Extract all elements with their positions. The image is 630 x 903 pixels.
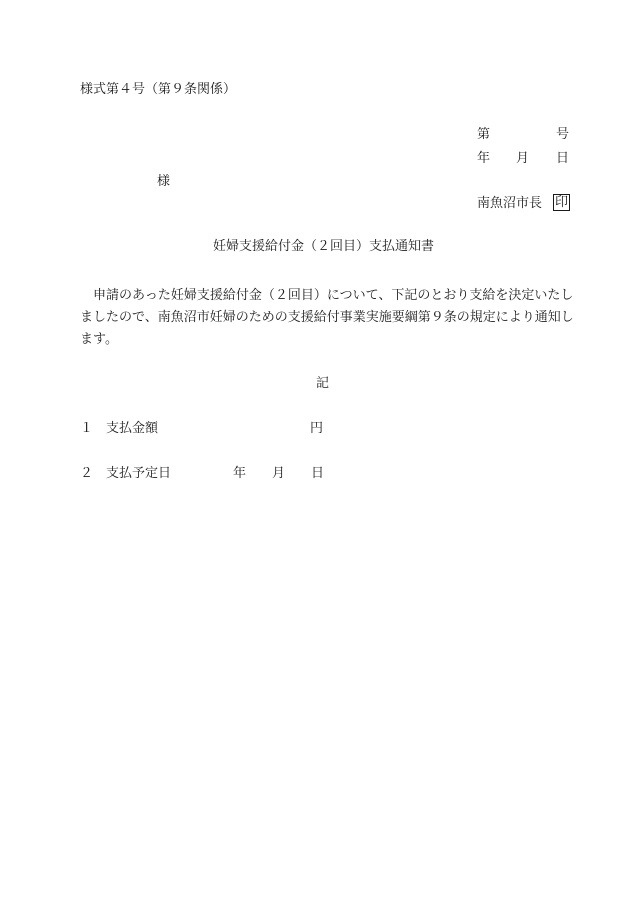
item-2-label: 支払予定日	[106, 466, 172, 481]
body-line-2: ましたので、南魚沼市妊婦のための支援給付事業実施要綱第９条の規定により通知し	[80, 310, 574, 325]
item-1-number: １	[80, 421, 94, 436]
issuer-seal-box	[553, 194, 570, 211]
document-number-prefix: 第	[477, 127, 491, 142]
item-2-month: 月	[272, 466, 286, 481]
item-2-number: ２	[80, 466, 94, 481]
ki-heading: 記	[316, 376, 330, 391]
issuer-name: 南魚沼市長	[477, 196, 543, 211]
form-label: 様式第４号（第９条関係）	[80, 82, 237, 97]
document-title: 妊婦支援給付金（２回目）支払通知書	[213, 239, 435, 254]
item-1-unit: 円	[310, 421, 324, 436]
document-number-suffix: 号	[556, 127, 570, 142]
body-line-3: ます。	[80, 332, 118, 347]
item-2-year: 年	[233, 466, 247, 481]
item-1-label: 支払金額	[106, 421, 159, 436]
item-2-day: 日	[311, 466, 325, 481]
issue-date-month: 月	[516, 151, 530, 166]
issue-date-year: 年	[477, 151, 491, 166]
body-line-1: 申請のあった妊婦支援給付金（２回目）について、下記のとおり支給を決定いたし	[93, 288, 574, 303]
seal-icon: 印	[555, 195, 569, 210]
issue-date-day: 日	[556, 151, 570, 166]
recipient-honorific: 様	[157, 174, 171, 189]
